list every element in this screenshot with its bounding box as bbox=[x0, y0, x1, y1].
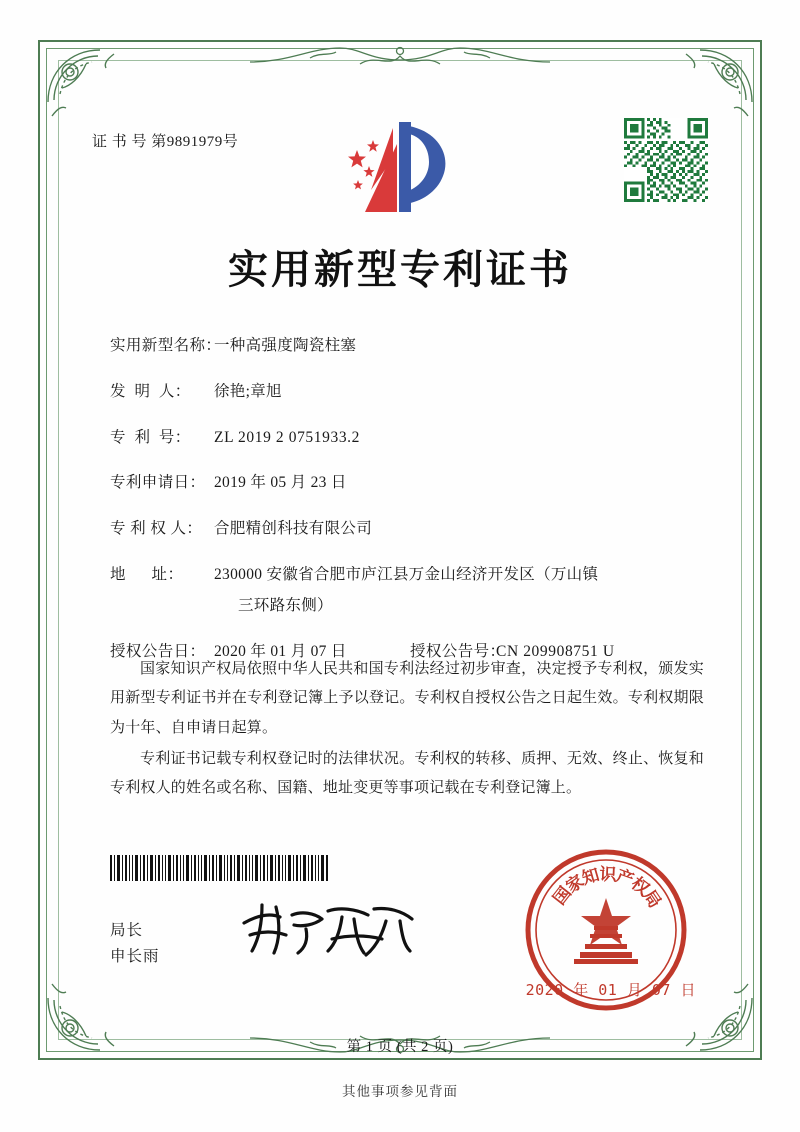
qr-code-icon bbox=[624, 118, 708, 202]
svg-text:权: 权 bbox=[627, 873, 653, 900]
field-label: 实用新型名称： bbox=[110, 337, 222, 354]
seal-date: 2020 年 01 月 07 日 bbox=[525, 981, 696, 999]
director-name: 申长雨 bbox=[110, 947, 160, 965]
field-label: 授权公告号： bbox=[410, 642, 506, 660]
barcode-icon bbox=[110, 855, 328, 881]
svg-text:局: 局 bbox=[638, 886, 665, 912]
certificate-number: 证 书 号 第9891979号 bbox=[92, 134, 239, 150]
field-inventor bbox=[110, 380, 704, 405]
field-value: 合肥精创科技有限公司 bbox=[214, 520, 373, 538]
director-title: 局长 bbox=[110, 922, 144, 939]
page-title: 实用新型专利证书 bbox=[228, 246, 572, 293]
handwritten-signature-icon bbox=[236, 895, 426, 965]
field-label: 专 利 号： bbox=[110, 428, 191, 446]
field-patentee bbox=[110, 517, 704, 542]
field-value bbox=[214, 563, 704, 619]
top-border-ornament-icon bbox=[250, 42, 550, 76]
field-label: 专 利 权 人： bbox=[110, 520, 203, 538]
field-utility-model-name bbox=[110, 334, 704, 359]
field-value: ZL 2019 2 0751933.2 bbox=[214, 428, 361, 446]
footer-note: 其他事项参见背面 bbox=[342, 1084, 458, 1099]
certificate-header bbox=[92, 118, 708, 228]
page-number: 第 1 页 (共 2 页) bbox=[346, 1039, 454, 1055]
svg-text:产: 产 bbox=[613, 866, 637, 891]
field-address bbox=[110, 563, 704, 619]
field-label: 专利申请日： bbox=[110, 474, 206, 492]
field-value: CN 209908751 U bbox=[496, 642, 615, 660]
svg-text:国: 国 bbox=[549, 883, 576, 909]
field-value: 一种高强度陶瓷柱塞 bbox=[214, 337, 357, 354]
field-patent-number bbox=[110, 426, 704, 451]
field-value: 徐艳;章旭 bbox=[214, 382, 282, 400]
field-list bbox=[110, 334, 704, 672]
svg-text:知: 知 bbox=[579, 865, 602, 890]
field-label: 授权公告日： bbox=[110, 642, 206, 660]
body-paragraph-1: 国家知识产权局依照中华人民共和国专利法经过初步审查，决定授予专利权，颁发实用新型专利证书并在专利登记簿上予以登记。专利权自授权公告之日起生效。专利权期限为十年、自申请日起算。 bbox=[110, 661, 704, 736]
field-label: 发 明 人： bbox=[110, 382, 191, 400]
field-application-date bbox=[110, 471, 704, 496]
svg-text:家: 家 bbox=[562, 871, 588, 898]
signature-block bbox=[110, 918, 160, 969]
field-label: 地 址： bbox=[110, 565, 184, 583]
body-paragraph-2: 专利证书记载专利权登记时的法律状况。专利权的转移、质押、无效、终止、恢复和专利权人的姓名或名称、国籍、地址变更等事项记载在专利登记簿上。 bbox=[110, 750, 704, 796]
cnipa-logo-icon bbox=[335, 118, 465, 218]
field-value: 2019 年 05 月 23 日 bbox=[214, 474, 347, 492]
address-line-1: 230000 安徽省合肥市庐江县万金山经济开发区（万山镇 bbox=[214, 565, 599, 583]
svg-text:识: 识 bbox=[599, 864, 617, 886]
field-value: 2020 年 01 月 07 日 bbox=[214, 642, 347, 660]
address-line-2: 三环路东侧） bbox=[238, 596, 333, 614]
body-text bbox=[110, 655, 704, 805]
